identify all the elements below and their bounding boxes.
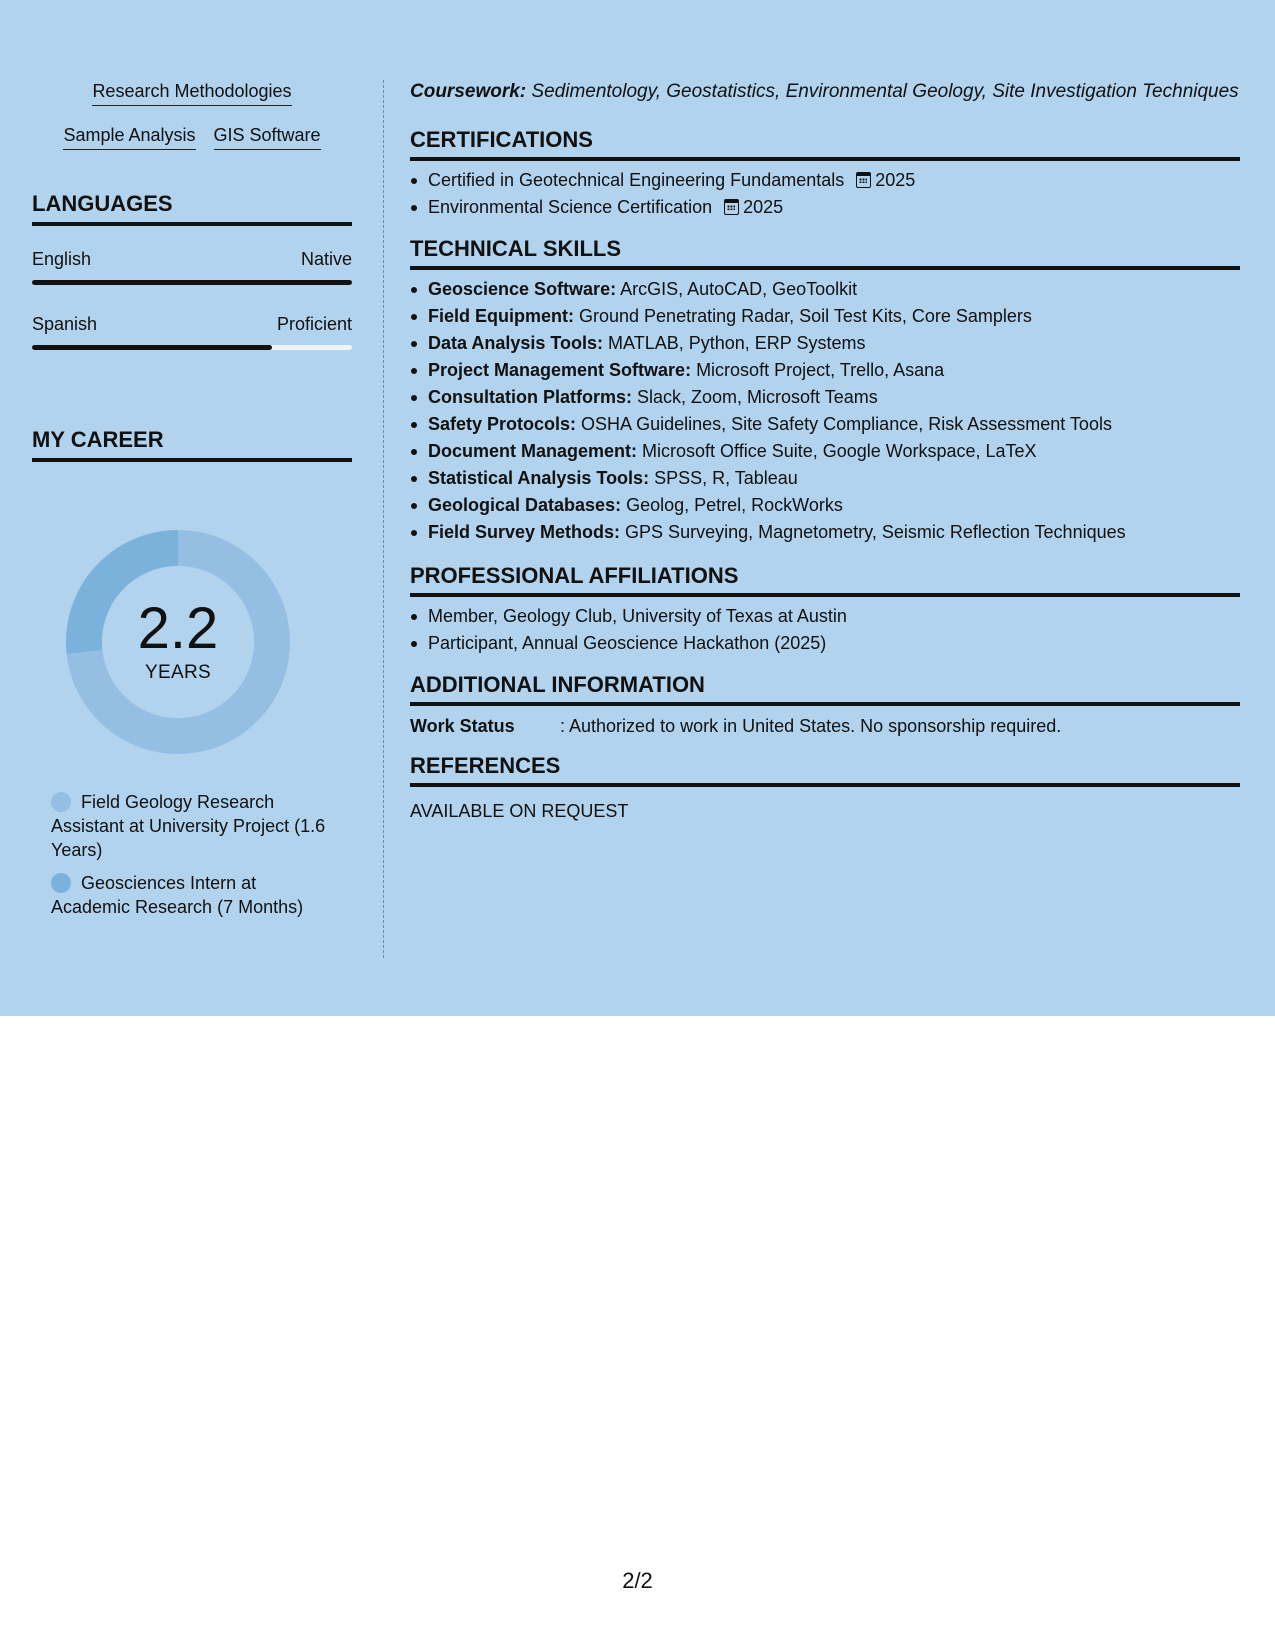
language-entry: [32, 248, 352, 285]
additional-info-heading: ADDITIONAL INFORMATION: [410, 671, 1240, 706]
skill-item: [428, 303, 1240, 330]
skill-label: Safety Protocols:: [428, 414, 577, 434]
skill-value: Microsoft Project, Trello, Asana: [691, 360, 945, 380]
calendar-icon: [724, 199, 739, 215]
language-name: English: [32, 249, 92, 269]
affiliation-item: Participant, Annual Geoscience Hackathon (2025): [428, 630, 1240, 657]
certification-name: Certified in Geotechnical Engineering Fundamentals: [428, 170, 845, 190]
skill-value: SPSS, R, Tableau: [649, 468, 798, 488]
legend-dot: [51, 873, 71, 893]
skill-label: Project Management Software:: [428, 360, 692, 380]
skill-item: [428, 276, 1240, 303]
skill-item: [428, 492, 1240, 519]
skill-tags-row: [32, 124, 352, 150]
skill-tag: Research Methodologies: [92, 80, 291, 106]
skill-label: Field Equipment:: [428, 306, 574, 326]
skill-item: [428, 438, 1240, 465]
skill-item: [428, 519, 1240, 546]
calendar-icon: [856, 172, 871, 188]
work-status-row: [410, 714, 1240, 738]
affiliation-item: Member, Geology Club, University of Texas at Austin: [428, 603, 1240, 630]
skill-item: [428, 384, 1240, 411]
skill-value: OSHA Guidelines, Site Safety Compliance, Risk Assessment Tools: [576, 414, 1112, 434]
language-entry: [32, 313, 352, 350]
skill-item: [428, 357, 1240, 384]
career-legend: [51, 790, 331, 928]
certification-year: 2025: [743, 197, 784, 217]
skill-item: [428, 411, 1240, 438]
certification-item: [428, 167, 1240, 194]
career-total: [66, 530, 290, 754]
references-text: AVAILABLE ON REQUEST: [410, 801, 629, 821]
skill-item: [428, 465, 1240, 492]
career-total-value: 2.2: [137, 596, 219, 661]
work-status-value: : Authorized to work in United States. No sponsorship required.: [560, 716, 1062, 736]
page-number: 2/2: [622, 1568, 653, 1593]
affiliations-heading: PROFESSIONAL AFFILIATIONS: [410, 562, 1240, 597]
language-name: Spanish: [32, 314, 98, 334]
languages-section: [32, 190, 352, 350]
certification-name: Environmental Science Certification: [428, 197, 713, 217]
additional-info-section: [410, 671, 1240, 738]
career-heading: MY CAREER: [32, 426, 352, 462]
certifications-heading: CERTIFICATIONS: [410, 126, 1240, 161]
skill-label: Data Analysis Tools:: [428, 333, 604, 353]
career-legend-item: [51, 871, 331, 919]
column-divider: [383, 80, 384, 958]
skill-value: GPS Surveying, Magnetometry, Seismic Reflection Techniques: [620, 522, 1126, 542]
left-column: [32, 80, 352, 462]
skill-label: Document Management:: [428, 441, 638, 461]
skill-value: ArcGIS, AutoCAD, GeoToolkit: [616, 279, 858, 299]
right-column: [410, 80, 1240, 823]
certification-year: 2025: [875, 170, 916, 190]
affiliations-section: [410, 562, 1240, 657]
work-status-label: Work Status: [410, 716, 515, 736]
references-section: [410, 752, 1240, 823]
coursework-label: Coursework:: [410, 81, 527, 102]
certification-item: [428, 194, 1240, 221]
technical-skills-heading: TECHNICAL SKILLS: [410, 235, 1240, 270]
skill-item: [428, 330, 1240, 357]
skill-label: Field Survey Methods:: [428, 522, 621, 542]
skill-label: Geoscience Software:: [428, 279, 617, 299]
languages-heading: LANGUAGES: [32, 190, 352, 226]
legend-label: Field Geology Research Assistant at University Project (1.6 Years): [51, 792, 326, 860]
certifications-section: [410, 126, 1240, 221]
career-legend-item: [51, 790, 331, 862]
skill-value: Ground Penetrating Radar, Soil Test Kits, Core Samplers: [574, 306, 1032, 326]
language-proficiency-bar: [32, 280, 352, 285]
language-level: Proficient: [276, 314, 352, 334]
coursework-text: Sedimentology, Geostatistics, Environmental Geology, Site Investigation Techniques: [526, 81, 1239, 102]
coursework: [410, 80, 1240, 104]
technical-skills-section: [410, 235, 1240, 546]
language-proficiency-fill: [32, 280, 352, 285]
language-level: Native: [300, 249, 352, 269]
skill-value: Geolog, Petrel, RockWorks: [621, 495, 843, 515]
skill-value: MATLAB, Python, ERP Systems: [603, 333, 866, 353]
career-section: [32, 426, 352, 462]
skill-value: Microsoft Office Suite, Google Workspace, LaTeX: [637, 441, 1037, 461]
skill-tags-row: [32, 80, 352, 106]
references-heading: REFERENCES: [410, 752, 1240, 787]
skill-label: Statistical Analysis Tools:: [428, 468, 650, 488]
skill-tag: GIS Software: [214, 124, 321, 150]
skill-label: Geological Databases:: [428, 495, 622, 515]
legend-dot: [51, 792, 71, 812]
skill-tag: Sample Analysis: [63, 124, 195, 150]
skill-value: Slack, Zoom, Microsoft Teams: [632, 387, 878, 407]
skill-label: Consultation Platforms:: [428, 387, 633, 407]
legend-label: Geosciences Intern at Academic Research (7 Months): [51, 873, 304, 917]
language-proficiency-bar: [32, 345, 352, 350]
language-proficiency-fill: [32, 345, 272, 350]
career-total-unit: YEARS: [145, 662, 211, 683]
career-donut-chart: [66, 530, 290, 754]
